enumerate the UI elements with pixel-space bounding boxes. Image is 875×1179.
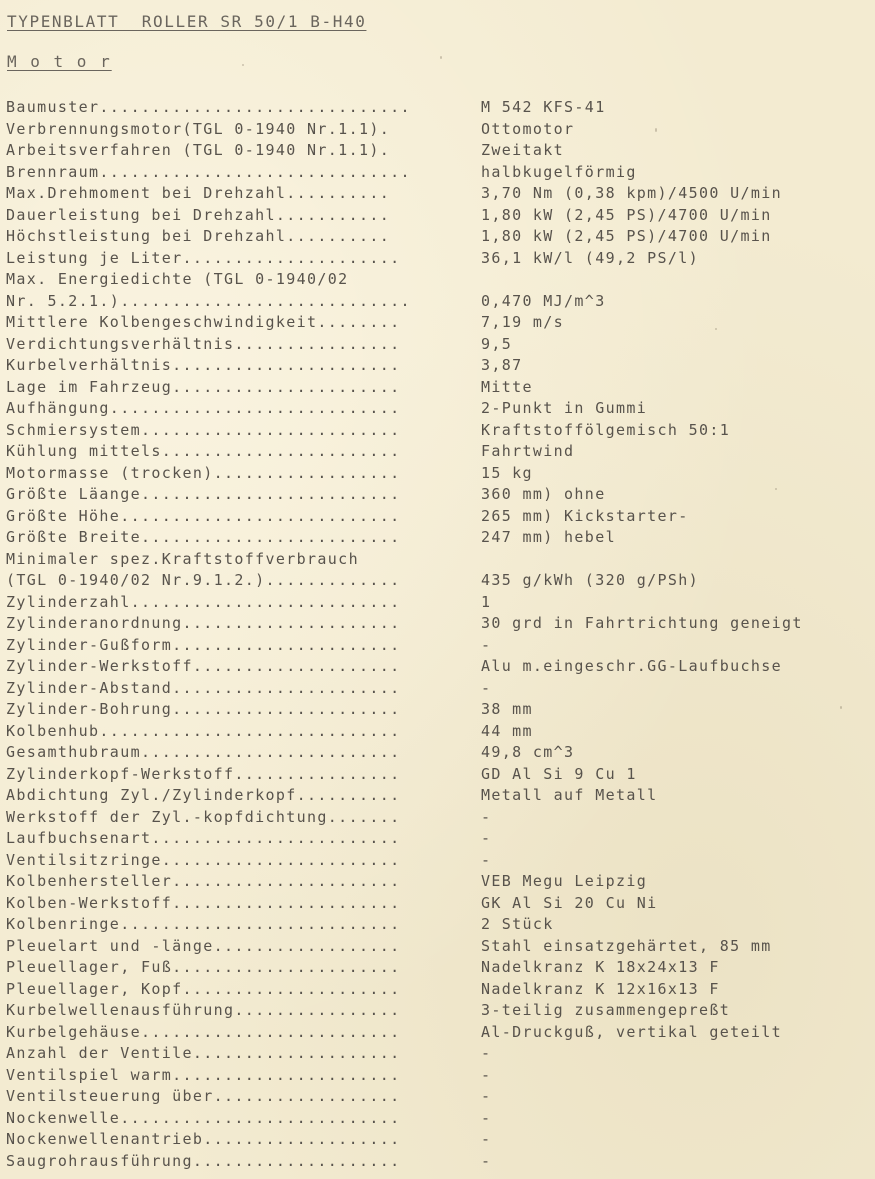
spec-row: [6, 183, 875, 205]
spec-value: 36,1 kW/l (49,2 PS/l): [481, 248, 699, 267]
spec-label: Kolben-Werkstoff......................: [6, 893, 401, 912]
spec-label: Größte Höhe...........................: [6, 506, 401, 525]
paper-speck: [242, 64, 244, 66]
spec-row: [6, 592, 875, 614]
spec-label: Mittlere Kolbengeschwindigkeit........: [6, 313, 401, 331]
spec-row: [6, 850, 875, 872]
paper-speck: [775, 488, 777, 490]
spec-value: 9,5: [481, 334, 513, 353]
spec-value: -: [481, 1151, 492, 1170]
spec-label: Zylinderkopf-Werkstoff................: [6, 764, 401, 783]
spec-row: [6, 764, 875, 786]
spec-row: [6, 506, 875, 528]
spec-value: 7,19 m/s: [481, 313, 565, 331]
spec-row: [6, 334, 875, 356]
spec-label: Kurbelverhältnis......................: [6, 356, 401, 374]
spec-value: 265 mm) Kickstarter-: [481, 506, 689, 525]
spec-value: -: [481, 850, 492, 869]
spec-label: Nockenwellenantrieb...................: [6, 1130, 401, 1148]
spec-value: -: [481, 807, 492, 826]
paper-speck: [840, 706, 842, 709]
spec-row: [6, 97, 875, 119]
section-heading-motor: M o t o r: [7, 52, 112, 71]
spec-label: Baumuster..............................: [6, 98, 411, 116]
spec-label: Schmiersystem.........................: [6, 420, 401, 439]
spec-row: [6, 828, 875, 850]
spec-row: [6, 463, 875, 485]
spec-row: [6, 441, 875, 463]
spec-label: Pleuelart und -länge..................: [6, 936, 401, 955]
spec-row: [6, 656, 875, 678]
spec-row: [6, 721, 875, 743]
spec-value: VEB Megu Leipzig: [481, 872, 648, 890]
spec-label: Verdichtungsverhältnis................: [6, 334, 401, 353]
spec-value: 49,8 cm^3: [481, 743, 575, 761]
spec-value: -: [481, 829, 492, 847]
spec-label: Zylinder-Abstand......................: [6, 678, 401, 697]
spec-value: Alu m.eingeschr.GG-Laufbuchse: [481, 657, 783, 675]
spec-row: [6, 269, 875, 291]
spec-value: 247 mm) hebel: [481, 528, 616, 546]
spec-label: Höchstleistung bei Drehzahl..........: [6, 227, 391, 245]
spec-label: Anzahl der Ventile....................: [6, 1044, 401, 1062]
spec-label: Ventilsitzringe.......................: [6, 850, 401, 869]
spec-label: Lage im Fahrzeug......................: [6, 377, 401, 396]
spec-value: 2 Stück: [481, 915, 554, 933]
spec-label: Max. Energiedichte (TGL 0-1940/02: [6, 270, 349, 288]
spec-value: 2-Punkt in Gummi: [481, 399, 648, 417]
spec-value: 360 mm) ohne: [481, 485, 606, 503]
spec-row: [6, 1043, 875, 1065]
spec-row: [6, 140, 875, 162]
spec-label: Zylinder-Gußform......................: [6, 635, 401, 654]
spec-value: -: [481, 678, 492, 697]
spec-row: [6, 914, 875, 936]
spec-value: 15 kg: [481, 463, 533, 482]
spec-label: Größte Läange.........................: [6, 485, 401, 503]
spec-label: Arbeitsverfahren (TGL 0-1940 Nr.1.1).: [6, 141, 391, 159]
spec-row: [6, 1129, 875, 1151]
spec-label: Kurbelgehäuse.........................: [6, 1022, 401, 1041]
spec-value: 1: [481, 592, 492, 611]
spec-label: Kolbenhersteller......................: [6, 872, 401, 890]
spec-row: [6, 226, 875, 248]
spec-label: Minimaler spez.Kraftstoffverbrauch: [6, 549, 359, 568]
spec-row: [6, 699, 875, 721]
spec-value: 1,80 kW (2,45 PS)/4700 U/min: [481, 227, 772, 245]
spec-row: [6, 420, 875, 442]
spec-value: 44 mm: [481, 721, 533, 740]
spec-row: [6, 1086, 875, 1108]
spec-value: 3,70 Nm (0,38 kpm)/4500 U/min: [481, 184, 783, 202]
spec-row: [6, 527, 875, 549]
spec-row: [6, 312, 875, 334]
spec-value: 0,470 MJ/m^3: [481, 291, 606, 310]
spec-value: M 542 KFS-41: [481, 98, 606, 116]
spec-label: Dauerleistung bei Drehzahl...........: [6, 205, 391, 224]
spec-row: [6, 1108, 875, 1130]
spec-value: Nadelkranz K 18x24x13 F: [481, 958, 720, 976]
spec-row: [6, 871, 875, 893]
spec-row: [6, 248, 875, 270]
spec-row: [6, 1022, 875, 1044]
spec-value: 38 mm: [481, 700, 533, 718]
spec-label: Leistung je Liter.....................: [6, 248, 401, 267]
spec-value: Nadelkranz K 12x16x13 F: [481, 979, 720, 998]
spec-value: Fahrtwind: [481, 442, 575, 460]
paper-speck: [655, 128, 657, 132]
spec-label: Kurbelwellenausführung................: [6, 1001, 401, 1019]
spec-row: [6, 570, 875, 592]
spec-label: Ventilsteuerung über..................: [6, 1087, 401, 1105]
spec-row: [6, 957, 875, 979]
spec-label: Motormasse (trocken)..................: [6, 463, 401, 482]
spec-label: Gesamthubraum.........................: [6, 743, 401, 761]
spec-label: Laufbuchsenart........................: [6, 829, 401, 847]
paper-speck: [715, 328, 717, 330]
spec-label: Zylinderanordnung.....................: [6, 614, 401, 632]
spec-value: -: [481, 635, 492, 654]
spec-value: 3-teilig zusammengepreßt: [481, 1001, 731, 1019]
spec-label: (TGL 0-1940/02 Nr.9.1.2.).............: [6, 571, 401, 589]
spec-row: [6, 1065, 875, 1087]
spec-row: [6, 979, 875, 1001]
spec-label: Max.Drehmoment bei Drehzahl..........: [6, 184, 391, 202]
spec-row: [6, 613, 875, 635]
spec-label: Brennraum..............................: [6, 162, 411, 181]
spec-label: Größte Breite.........................: [6, 528, 401, 546]
spec-value: -: [481, 1108, 492, 1127]
spec-row: [6, 398, 875, 420]
spec-table: [6, 97, 875, 1172]
spec-row: [6, 205, 875, 227]
spec-row: [6, 635, 875, 657]
spec-value: 435 g/kWh (320 g/PSh): [481, 571, 699, 589]
spec-row: [6, 549, 875, 571]
spec-row: [6, 893, 875, 915]
spec-row: [6, 678, 875, 700]
spec-value: 3,87: [481, 356, 523, 374]
spec-label: Kolbenringe...........................: [6, 915, 401, 933]
spec-label: Pleuellager, Fuß......................: [6, 958, 401, 976]
spec-label: Nr. 5.2.1.)............................: [6, 291, 411, 310]
spec-value: -: [481, 1130, 492, 1148]
spec-value: GD Al Si 9 Cu 1: [481, 764, 637, 783]
spec-row: [6, 484, 875, 506]
spec-label: Verbrennungsmotor(TGL 0-1940 Nr.1.1).: [6, 119, 391, 138]
document-title: TYPENBLATT ROLLER SR 50/1 B-H40: [7, 12, 367, 31]
spec-label: Kühlung mittels.......................: [6, 442, 401, 460]
spec-value: Zweitakt: [481, 141, 565, 159]
spec-value: 30 grd in Fahrtrichtung geneigt: [481, 614, 803, 632]
spec-label: Zylinder-Bohrung......................: [6, 700, 401, 718]
spec-row: [6, 291, 875, 313]
spec-row: [6, 1000, 875, 1022]
spec-value: -: [481, 1044, 492, 1062]
spec-value: Ottomotor: [481, 119, 575, 138]
spec-row: [6, 1151, 875, 1173]
spec-value: halbkugelförmig: [481, 162, 637, 181]
spec-value: GK Al Si 20 Cu Ni: [481, 893, 658, 912]
spec-label: Abdichtung Zyl./Zylinderkopf..........: [6, 786, 401, 804]
spec-value: Stahl einsatzgehärtet, 85 mm: [481, 936, 772, 955]
spec-label: Ventilspiel warm......................: [6, 1065, 401, 1084]
spec-value: -: [481, 1087, 492, 1105]
paper-speck: [440, 56, 442, 59]
spec-row: [6, 742, 875, 764]
spec-value: -: [481, 1065, 492, 1084]
spec-label: Pleuellager, Kopf.....................: [6, 979, 401, 998]
spec-row: [6, 119, 875, 141]
spec-label: Zylinderzahl..........................: [6, 592, 401, 611]
spec-row: [6, 936, 875, 958]
spec-value: Al-Druckguß, vertikal geteilt: [481, 1022, 783, 1041]
spec-value: Kraftstoffölgemisch 50:1: [481, 420, 731, 439]
spec-row: [6, 162, 875, 184]
spec-label: Zylinder-Werkstoff....................: [6, 657, 401, 675]
spec-label: Saugrohrausführung....................: [6, 1151, 401, 1170]
spec-value: 1,80 kW (2,45 PS)/4700 U/min: [481, 205, 772, 224]
spec-row: [6, 355, 875, 377]
spec-row: [6, 785, 875, 807]
spec-value: Mitte: [481, 377, 533, 396]
spec-label: Kolbenhub.............................: [6, 721, 401, 740]
spec-row: [6, 807, 875, 829]
spec-row: [6, 377, 875, 399]
spec-label: Aufhängung............................: [6, 399, 401, 417]
spec-label: Nockenwelle...........................: [6, 1108, 401, 1127]
spec-label: Werkstoff der Zyl.-kopfdichtung.......: [6, 807, 401, 826]
spec-value: Metall auf Metall: [481, 786, 658, 804]
